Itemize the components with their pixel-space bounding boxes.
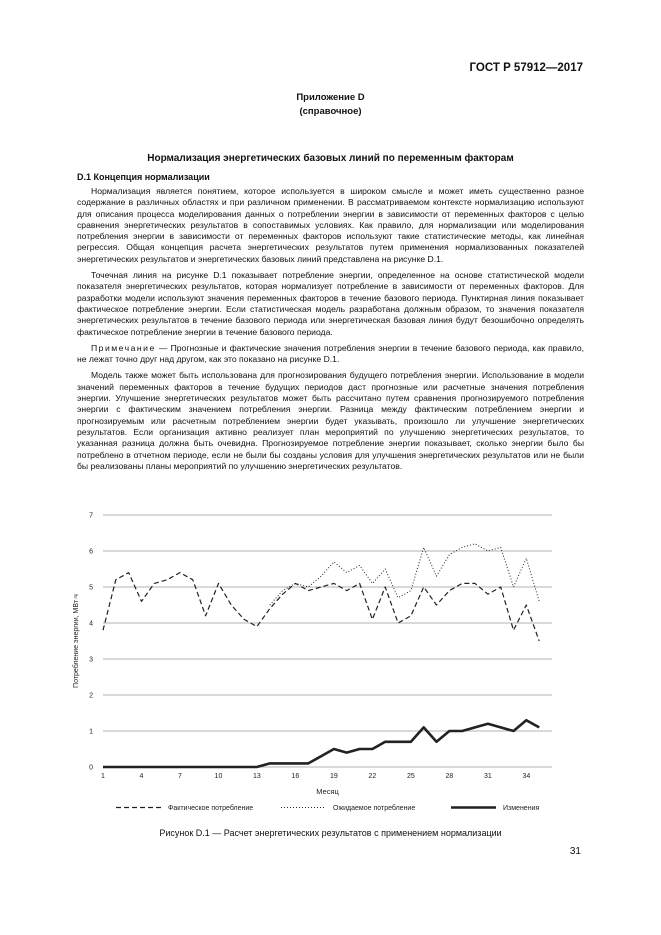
legend-label-2: Изменения	[503, 805, 540, 812]
x-tick-2: 7	[178, 773, 182, 780]
x-tick-0: 1	[101, 773, 105, 780]
x-tick-7: 22	[368, 773, 377, 780]
annex-subtitle: (справочное)	[299, 106, 362, 117]
note-paragraph	[77, 343, 584, 366]
x-axis-label: Месяц	[316, 787, 339, 796]
y-axis-label: Потребление энергии, МВт·ч	[73, 594, 80, 688]
series-line-1	[270, 544, 539, 605]
energy-chart	[66, 505, 566, 825]
x-tick-9: 28	[445, 773, 454, 780]
y-tick-5: 5	[89, 584, 93, 592]
y-tick-6: 6	[89, 548, 93, 556]
x-tick-11: 34	[522, 773, 531, 780]
legend-label-0: Фактическое потребление	[168, 805, 254, 812]
x-tick-4: 13	[253, 773, 261, 780]
paragraph-3: Модель также может быть использована для прогнозирования будущего потребления энергии. Использование в модели значений переменных факторов в течение будущих периодов даст прогнозные или расчетные значения потребления энергии. Улучшение энергетических результатов может быть рассчитано путем сравнения прогнозируемого потребления энергии с фактическим значением потребления энергии. Разница между фактическим потреблением энергии и прогнозируемым или расчетным потреблением энергии будет указывать, произошло ли улучшение энергетических результатов. Если организация активно реализует план мероприятий по улучшению энергетических результатов, то указанная разница должна быть очевидна. Прогнозируемое потребление энергии показывает, сколько энергии было бы потреблено в отчетном периоде, если не были бы созданы условия для улучшения энергетических результатов или не были бы реализованы планы мероприятий по улучшению энергетических результатов.	[77, 370, 584, 471]
paragraph-2: Точечная линия на рисунке D.1 показывает потребление энергии, определенное на основе статистической модели показателя энергетических результатов, которая нормализует потребление в зависимости от переменных факторов. Для разработки модели используют значения переменных факторов в течение базового периода. Пунктирная линия показывает фактическое потребление энергии. Если статистическая модель разработана должным образом, то значения показателя энергетических результатов в течение базового периода или энергетическая базовая линия будут безошибочно определять фактическое потребление энергии в течение базового периода.	[77, 270, 584, 337]
x-tick-1: 4	[139, 773, 144, 780]
main-title: Нормализация энергетических базовых линий по переменным факторам	[147, 153, 514, 164]
series-line-2	[103, 720, 539, 767]
annex-title: Приложение D	[296, 92, 365, 103]
section-title: D.1 Концепция нормализации	[77, 172, 210, 182]
x-tick-5: 16	[291, 773, 300, 780]
note-text: — Прогнозные и фактические значения потребления энергии в течение базового периода, как правило, не лежат точно друг над другом, как это показано на рисунке D.1.	[77, 342, 584, 365]
y-tick-4: 4	[89, 620, 93, 628]
note-label: Примечание	[91, 342, 156, 353]
y-tick-0: 0	[89, 764, 93, 772]
chart-grid	[103, 515, 552, 767]
x-tick-10: 31	[483, 773, 492, 780]
y-tick-2: 2	[89, 692, 93, 700]
annex-heading	[0, 91, 661, 119]
chart-series	[103, 544, 539, 767]
y-tick-7: 7	[89, 512, 93, 520]
series-line-0	[103, 573, 539, 641]
paragraph-1: Нормализация является понятием, которое используется в широком смысле и может иметь существенно разное содержание в различных областях и при различном применении. В рассматриваемом контексте нормализацию используют для описания процесса моделирования данных о потреблении энергии в зависимости от переменных факторов с целью сравнения энергетических результатов в сопоставимых условиях. Как правило, для нормализации или моделирования потребления энергии в зависимости от переменных факторов используют такие статистические методы, как линейная регрессия. Общая концепция расчета энергетических результатов путем применения нормализованных показателей энергетических результатов и энергетических базовых линий представлена на рисунке D.1.	[77, 186, 584, 264]
page-number: 31	[569, 846, 581, 857]
document-code: ГОСТ Р 57912—2017	[469, 62, 583, 74]
body-text	[77, 186, 584, 477]
x-tick-3: 10	[214, 773, 223, 780]
legend-label-1: Ожидаемое потребление	[333, 805, 416, 812]
figure-caption: Рисунок D.1 — Расчет энергетических результатов с применением нормализации	[159, 828, 502, 838]
x-tick-labels	[101, 773, 530, 780]
y-tick-1: 1	[89, 728, 93, 736]
y-tick-labels	[89, 513, 93, 772]
y-tick-3: 3	[89, 656, 93, 664]
chart-legend	[116, 804, 539, 812]
x-tick-6: 19	[330, 773, 338, 780]
x-tick-8: 25	[406, 773, 415, 780]
